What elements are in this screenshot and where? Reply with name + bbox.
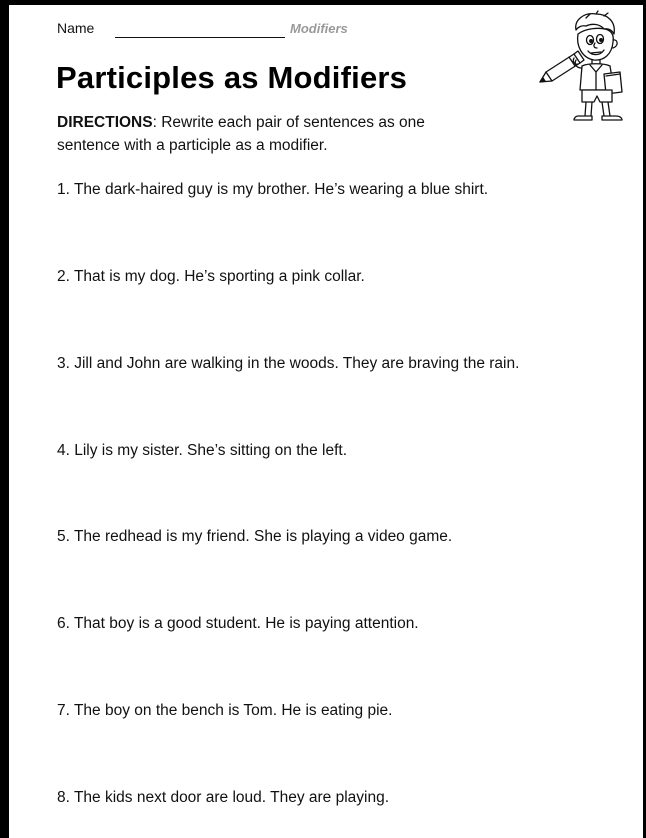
exercise-item-6: 6. That boy is a good student. He is paying attention. [57,615,419,632]
topic-label: Modifiers [290,21,348,36]
exercise-item-7: 7. The boy on the bench is Tom. He is eating pie. [57,702,393,719]
page-frame-top [0,0,646,5]
exercise-item-4: 4. Lily is my sister. She’s sitting on the left. [57,442,348,459]
name-label: Name [57,20,95,36]
page-frame-left [0,0,9,838]
directions-text: Rewrite each pair of sentences as one sentence with a participle as a modifier. [57,114,425,154]
exercise-item-3: 3. Jill and John are walking in the woods. They are braving the rain. [57,355,520,372]
directions-colon: : [152,114,157,131]
exercise-item-2: 2. That is my dog. He’s sporting a pink collar. [57,268,365,285]
name-blank-line [115,37,285,38]
exercise-item-1: 1. The dark-haired guy is my brother. He’s wearing a blue shirt. [57,181,489,198]
page-title: Participles as Modifiers [56,60,408,95]
directions [57,111,487,157]
directions-label: DIRECTIONS [57,114,153,131]
exercise-item-5: 5. The redhead is my friend. She is playing a video game. [57,528,453,545]
cartoon-boy-with-pencil-icon [538,10,638,128]
exercise-item-8: 8. The kids next door are loud. They are playing. [57,789,390,806]
